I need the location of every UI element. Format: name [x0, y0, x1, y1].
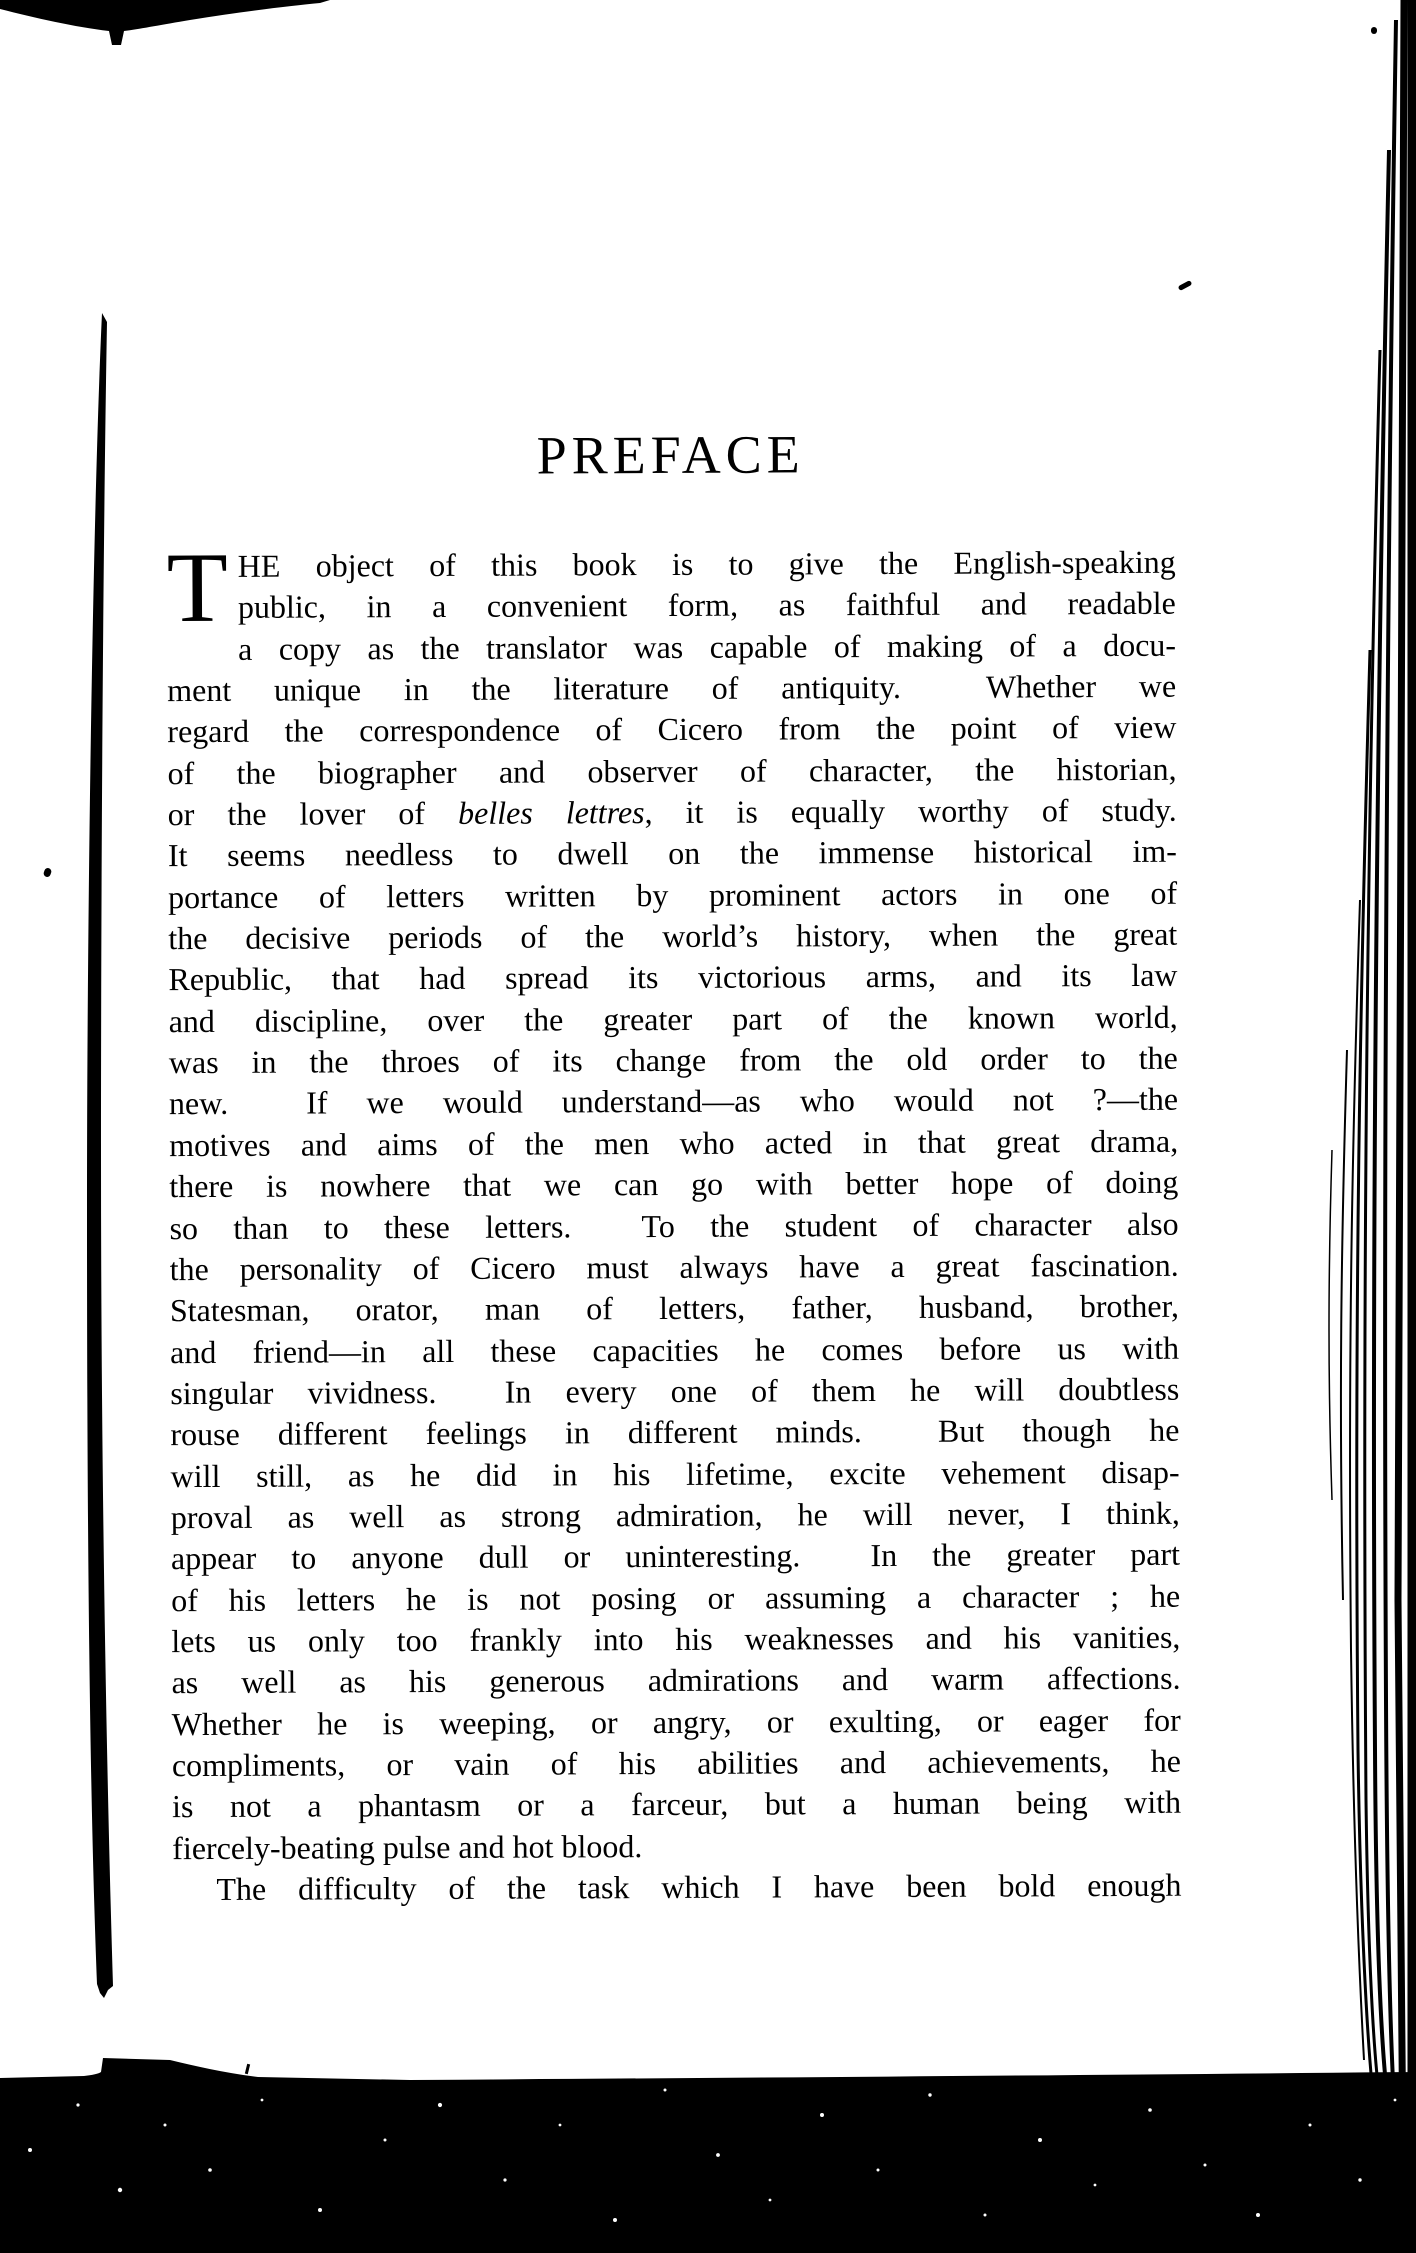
text-segment: rouse different feelings in different minds. But though he: [170, 1411, 1180, 1453]
text-segment: , it is equally worthy of study.: [644, 791, 1177, 831]
text-line: [171, 1451, 1180, 1497]
text-line: [171, 1658, 1180, 1704]
text-line: [167, 542, 1176, 588]
text-line: [172, 1782, 1181, 1828]
text-line: [167, 583, 1176, 629]
text-line: [170, 1369, 1179, 1415]
text-line: [169, 1038, 1178, 1084]
text-line: [172, 1823, 1181, 1869]
text-segment: Statesman, orator, man of letters, father, husband, brother,: [169, 1287, 1179, 1329]
text-segment: new. If we would understand—as who would not ?—the: [168, 1081, 1179, 1122]
preface-body-text: [166, 531, 1182, 1911]
text-segment: the personality of Cicero must always have a great fascination.: [169, 1246, 1179, 1287]
text-line: [170, 1327, 1179, 1373]
text-line: [168, 790, 1177, 836]
text-line: [168, 872, 1177, 918]
text-line: [170, 1410, 1179, 1456]
text-segment: and friend—in all these capacities he comes before us with: [170, 1329, 1180, 1370]
text-segment: compliments, or vain of his abilities and achievements, he: [171, 1742, 1181, 1784]
text-segment: or the lover of: [167, 794, 459, 833]
text-segment: regard the correspondence of Cicero from the point of view: [167, 709, 1177, 750]
text-segment: portance of letters written by prominent actors in one of: [168, 874, 1178, 915]
text-line: [171, 1617, 1180, 1663]
text-line: [168, 831, 1177, 877]
text-segment: so than to these letters. To the student of character also: [169, 1205, 1179, 1246]
text-segment: Whether he is weeping, or angry, or exulting, or eager for: [171, 1701, 1181, 1742]
text-segment: of the biographer and observer of character, the historian,: [167, 750, 1177, 791]
text-segment: proval as well as strong admiration, he will never, I think,: [170, 1494, 1180, 1536]
text-line: [168, 914, 1177, 960]
text-line: [167, 666, 1176, 712]
text-segment: fiercely-beating pulse and hot blood.: [172, 1827, 643, 1866]
text-line: [171, 1534, 1180, 1580]
text-line: [168, 955, 1177, 1001]
text-line: [170, 1286, 1179, 1332]
text-line: [169, 997, 1178, 1043]
text-line: [171, 1575, 1180, 1621]
page-title: PREFACE: [536, 424, 805, 486]
text-segment: public, in a convenient form, as faithful and readable: [237, 585, 1176, 626]
text-line: [169, 1203, 1178, 1249]
text-segment: Republic, that had spread its victorious arms, and its law: [168, 957, 1178, 998]
text-line: [167, 707, 1176, 753]
text-segment: the decisive periods of the world’s history, when the great: [168, 915, 1178, 957]
text-segment: The difficulty of the task which I have been bold enough: [216, 1866, 1182, 1907]
text-line: [172, 1699, 1181, 1745]
text-line: [167, 624, 1176, 670]
text-segment: motives and aims of the men who acted in that great drama,: [169, 1122, 1179, 1163]
text-segment: ment unique in the literature of antiquity. Whether we: [167, 667, 1177, 709]
text-line: [167, 748, 1176, 794]
text-segment: there is nowhere that we can go with better hope of doing: [169, 1163, 1179, 1205]
text-segment: was in the throes of its change from the old order to the: [168, 1039, 1178, 1081]
text-line: [169, 1162, 1178, 1208]
text-line: [170, 1245, 1179, 1291]
text-segment: lets us only too frankly into his weaknesses and his vanities,: [171, 1618, 1181, 1660]
text-line: [172, 1865, 1181, 1911]
text-line: [169, 1121, 1178, 1167]
text-segment: HE object of this book is to give the English-speaking: [237, 543, 1176, 584]
text-segment: is not a phantasm or a farceur, but a human being with: [171, 1784, 1182, 1825]
text-segment: and discipline, over the greater part of the known world,: [168, 998, 1178, 1039]
text-segment: singular vividness. In every one of them he will doubtless: [170, 1370, 1180, 1412]
text-segment: of his letters he is not posing or assuming a character ; he: [171, 1577, 1181, 1618]
italic-phrase: belles lettres: [458, 794, 645, 831]
drop-cap-letter: T: [166, 531, 229, 644]
text-segment: appear to anyone dull or uninteresting. In the greater part: [170, 1535, 1181, 1577]
text-line: [171, 1493, 1180, 1539]
text-segment: It seems needless to dwell on the immense historical im-: [167, 833, 1177, 874]
text-segment: a copy as the translator was capable of making of a docu-: [238, 626, 1177, 667]
text-segment: will still, as he did in his lifetime, excite vehement disap-: [170, 1453, 1180, 1494]
text-line: [172, 1741, 1181, 1787]
text-segment: as well as his generous admirations and warm affections.: [171, 1660, 1181, 1701]
text-line: [169, 1079, 1178, 1125]
